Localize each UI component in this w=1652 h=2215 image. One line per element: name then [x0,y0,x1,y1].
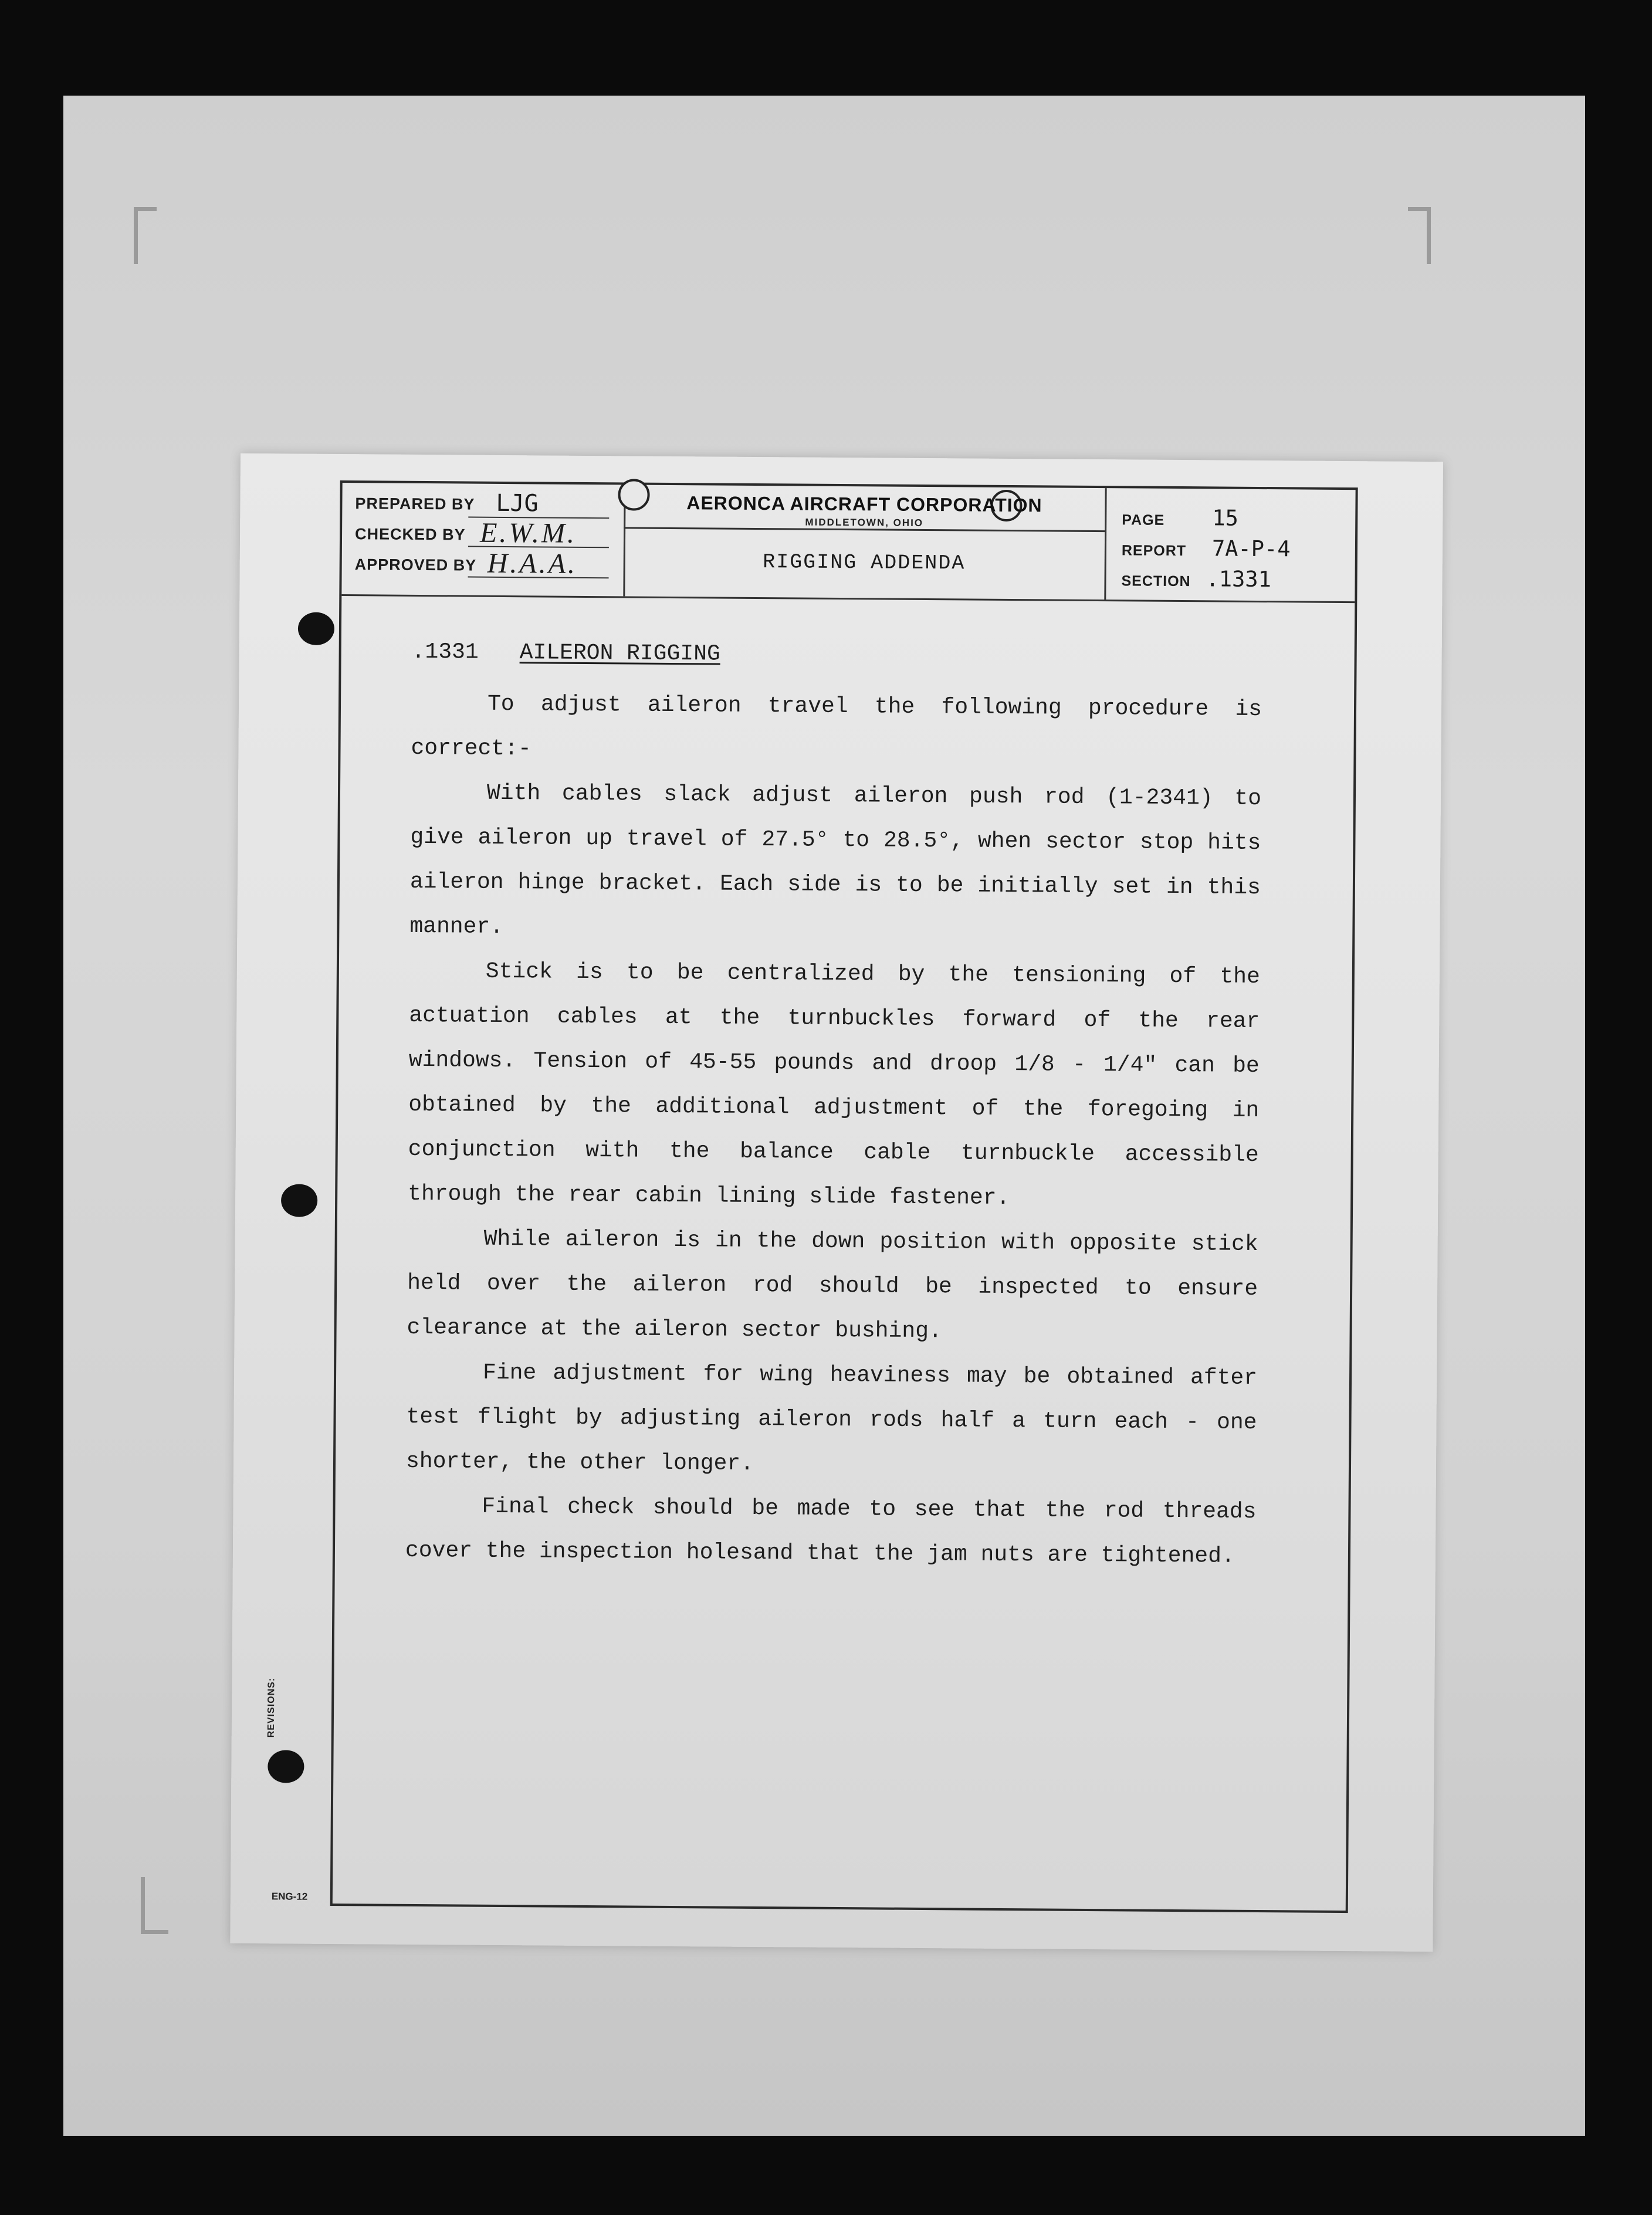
binder-hole [298,612,334,645]
revisions-label: REVISIONS: [266,1677,277,1738]
section-number: .1331 [1206,566,1272,592]
section-heading-title: AILERON RIGGING [519,640,720,667]
company-name: AERONCA AIRCRAFT CORPORATION [686,492,1042,516]
paragraph: With cables slack adjust aileron push rod (1-2341) to give aileron up travel of 27.5° to 28.5°, when sector stop hits aileron hinge bracket. Each side is to be initially set in this manner. [409,780,1262,940]
paragraph: Fine adjustment for wing heaviness may be obtained after test flight by adjusting aileron rods half a turn each - one shorter, the other longer. [405,1360,1258,1476]
page-number: 15 [1212,505,1239,531]
approved-by-label: APPROVED BY [354,556,477,574]
report-number: 7A-P-4 [1211,536,1291,562]
checked-by-signature: E.W.M. [479,517,577,549]
section-heading-number: .1331 [411,639,479,665]
checked-by-label: CHECKED BY [354,525,466,544]
report-label: REPORT [1121,542,1187,560]
section-heading [411,630,1262,680]
title-block [623,485,1105,600]
paragraph: Stick is to be centralized by the tensioning of the actuation cables at the turnbuckles forward of the rear windows. Tension of 45-55 pounds and droop 1/8 - 1/4" can be obtained by the additional adjustment of the foregoing in conjunction with the balance cable turnbuckle accessible through the rear cabin lining slide fastener. [408,959,1260,1211]
paragraph: Final check should be made to see that the rod threads cover the inspection holesand that the jam nuts are tightened. [405,1493,1257,1569]
crop-mark-top-left [134,207,157,264]
reference-block [1104,488,1359,601]
form-header [341,483,1355,603]
binder-hole [268,1750,304,1783]
crop-mark-bottom-left [141,1877,168,1934]
body-text [405,630,1262,1579]
prepared-by-label: PREPARED BY [355,495,475,513]
crop-mark-top-right [1408,207,1431,264]
signature-block [341,483,625,596]
form-number: ENG-12 [271,1891,308,1902]
page-label: PAGE [1122,512,1165,529]
section-label: SECTION [1121,573,1191,590]
document-page [230,453,1443,1952]
approved-by-signature: H.A.A. [487,547,578,580]
company-location: MIDDLETOWN, OHIO [805,516,924,529]
binder-hole [281,1184,317,1217]
prepared-by-line [468,493,609,519]
prepared-by-value: LJG [496,489,539,517]
paragraph: To adjust aileron travel the following procedure is correct:- [411,691,1262,762]
paragraph: While aileron is in the down position with opposite stick held over the aileron rod should be inspected to ensure clearance at the aileron sector bushing. [407,1226,1258,1344]
document-title: RIGGING ADDENDA [763,550,966,575]
